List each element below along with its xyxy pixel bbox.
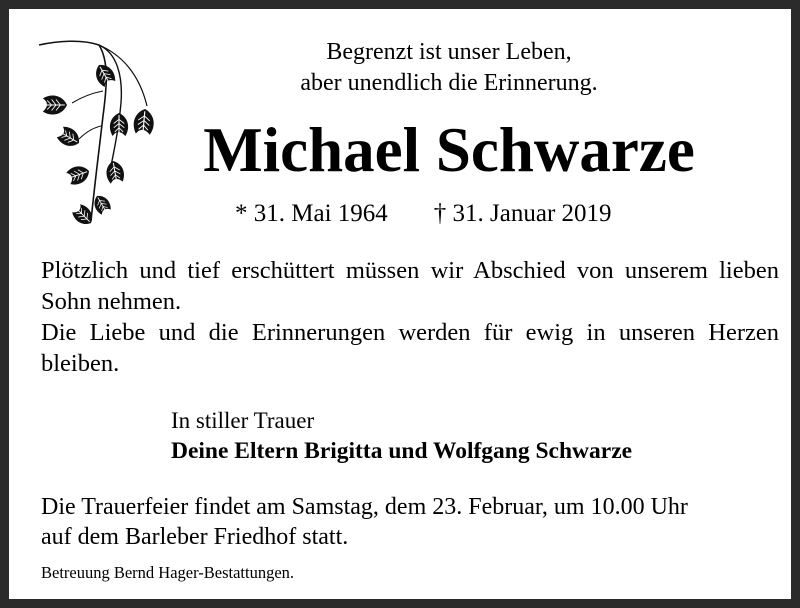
life-dates <box>235 198 612 230</box>
message-paragraph-1: Plötzlich und tief erschüttert müssen wir Abschied von unserem lieben Sohn nehmen. <box>41 257 779 315</box>
mourner-names: Deine Eltern Brigitta und Wolfgang Schwarze <box>171 438 633 464</box>
deceased-name: Michael Schwarze <box>203 115 695 185</box>
mourners-block <box>171 405 632 467</box>
mourning-intro: In stiller Trauer <box>171 408 315 433</box>
farewell-message <box>41 255 779 379</box>
birch-branch-icon <box>37 31 177 236</box>
undertaker-credit: Betreuung Bernd Hager-Bestattungen. <box>41 563 295 582</box>
ceremony-line-2: auf dem Barleber Friedhof statt. <box>41 524 349 550</box>
ceremony-info <box>41 492 786 552</box>
ceremony-line-1: Die Trauerfeier findet am Samstag, dem 23. Februar, um 10.00 Uhr <box>41 494 688 520</box>
motto-line-1: Begrenzt ist unser Leben, <box>326 39 572 65</box>
death-date: † 31. Januar 2019 <box>433 200 612 227</box>
birth-date: * 31. Mai 1964 <box>235 200 388 227</box>
motto-line-2: aber unendlich die Erinnerung. <box>300 70 598 96</box>
message-paragraph-2: Die Liebe und die Erinnerungen werden für ewig in unseren Herzen bleiben. <box>41 319 779 377</box>
motto-verse <box>249 37 649 99</box>
